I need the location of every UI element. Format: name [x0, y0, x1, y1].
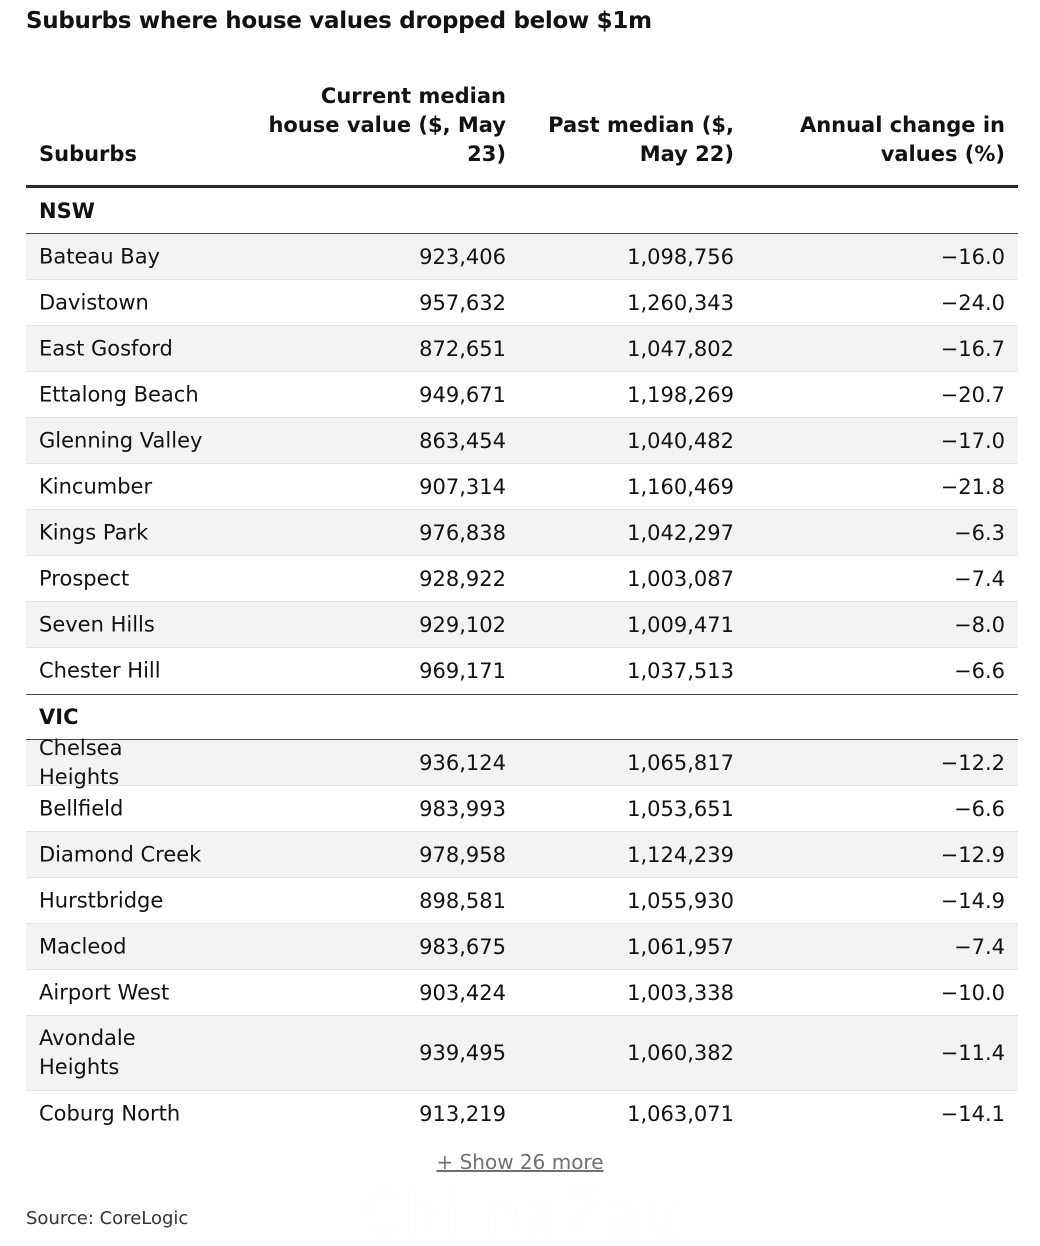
- cell-current: 976,838: [419, 520, 506, 545]
- show-more-link[interactable]: + Show 26 more: [436, 1150, 604, 1174]
- table-row: [26, 418, 1018, 464]
- table-row: [26, 878, 1018, 924]
- cell-past: 1,040,482: [627, 428, 734, 453]
- chart-title: Suburbs where house values dropped below $1m: [26, 8, 652, 34]
- cell-current: 983,675: [419, 934, 506, 959]
- cell-current: 907,314: [419, 474, 506, 499]
- cell-suburb: Chelsea Heights: [39, 735, 123, 789]
- source-note: Source: CoreLogic: [26, 1208, 189, 1229]
- table-row: [26, 280, 1018, 326]
- cell-annual: −12.9: [940, 842, 1005, 867]
- cell-past: 1,055,930: [627, 888, 734, 913]
- cell-suburb: Chester Hill: [39, 658, 161, 683]
- cell-suburb: Hurstbridge: [39, 888, 164, 912]
- cell-past: 1,063,071: [627, 1102, 734, 1126]
- table-row: [26, 510, 1018, 556]
- cell-past: 1,198,269: [627, 382, 734, 407]
- cell-suburb: Kings Park: [39, 520, 149, 544]
- table-row: [26, 1091, 1018, 1137]
- cell-annual: −21.8: [940, 474, 1005, 499]
- cell-past: 1,065,817: [627, 750, 734, 775]
- cell-current: 983,993: [419, 796, 506, 821]
- cell-current: 872,651: [419, 336, 506, 361]
- cell-suburb: Glenning Valley: [39, 428, 203, 452]
- cell-annual: −24.0: [940, 290, 1005, 315]
- cell-past: 1,260,343: [627, 290, 734, 315]
- cell-annual: −6.3: [954, 520, 1005, 545]
- cell-past: 1,061,957: [627, 934, 734, 959]
- cell-suburb: Diamond Creek: [39, 842, 202, 866]
- cell-suburb: Coburg North: [39, 1101, 181, 1126]
- cell-past: 1,047,802: [627, 336, 734, 361]
- cell-annual: −12.2: [940, 750, 1005, 775]
- table-row: [26, 832, 1018, 878]
- cell-current: 898,581: [419, 888, 506, 913]
- cell-past: 1,053,651: [627, 796, 734, 821]
- cell-suburb: Prospect: [39, 566, 130, 590]
- data-table: [26, 86, 1018, 1137]
- table-header: [26, 86, 1018, 188]
- cell-suburb: Macleod: [39, 934, 127, 958]
- cell-annual: −16.7: [940, 336, 1005, 361]
- header-current-median[interactable]: Current median house value ($, May 23): [268, 84, 506, 166]
- table-row: [26, 648, 1018, 694]
- table-row: [26, 970, 1018, 1016]
- cell-past: 1,098,756: [627, 244, 734, 269]
- cell-current: 928,922: [419, 566, 506, 591]
- header-past-median[interactable]: Past median ($, May 22): [548, 113, 734, 166]
- cell-past: 1,003,087: [627, 566, 734, 591]
- cell-annual: −7.4: [954, 934, 1005, 959]
- cell-suburb: Seven Hills: [39, 612, 155, 636]
- cell-annual: −11.4: [940, 1041, 1005, 1065]
- cell-past: 1,037,513: [627, 659, 734, 683]
- cell-suburb: Avondale Heights: [39, 1026, 136, 1079]
- cell-current: 913,219: [419, 1102, 506, 1126]
- table-row: [26, 234, 1018, 280]
- cell-annual: −16.0: [940, 244, 1005, 269]
- cell-past: 1,124,239: [627, 842, 734, 867]
- cell-past: 1,009,471: [627, 612, 734, 637]
- cell-annual: −6.6: [954, 796, 1005, 821]
- cell-current: 936,124: [419, 750, 506, 775]
- table-row: [26, 326, 1018, 372]
- cell-current: 939,495: [419, 1041, 506, 1065]
- table-row: [26, 556, 1018, 602]
- cell-suburb: Bellfield: [39, 796, 124, 820]
- header-suburbs[interactable]: Suburbs: [39, 142, 137, 166]
- watermark-logo: Chi naZau: [360, 1180, 685, 1246]
- table-row: [26, 372, 1018, 418]
- cell-current: 923,406: [419, 244, 506, 269]
- cell-suburb: Bateau Bay: [39, 244, 160, 268]
- table-row: [26, 924, 1018, 970]
- cell-current: 969,171: [419, 659, 506, 683]
- group-row-nsw: NSW: [26, 188, 1018, 234]
- table-row: [26, 786, 1018, 832]
- cell-annual: −10.0: [940, 980, 1005, 1005]
- cell-suburb: Airport West: [39, 980, 170, 1004]
- cell-suburb: East Gosford: [39, 336, 173, 360]
- group-row-vic: VIC: [26, 694, 1018, 740]
- table-row: [26, 735, 1018, 789]
- cell-annual: −20.7: [940, 382, 1005, 407]
- cell-past: 1,060,382: [627, 1041, 734, 1065]
- cell-annual: −14.9: [940, 888, 1005, 913]
- cell-annual: −7.4: [954, 566, 1005, 591]
- cell-current: 957,632: [419, 290, 506, 315]
- cell-current: 949,671: [419, 382, 506, 407]
- cell-past: 1,160,469: [627, 474, 734, 499]
- table-row: [26, 1016, 1018, 1091]
- cell-current: 978,958: [419, 842, 506, 867]
- table-row: [26, 602, 1018, 648]
- cell-current: 863,454: [419, 428, 506, 453]
- header-annual-change[interactable]: Annual change in values (%): [799, 113, 1005, 166]
- cell-annual: −6.6: [954, 659, 1005, 683]
- cell-past: 1,003,338: [627, 980, 734, 1005]
- cell-annual: −17.0: [940, 428, 1005, 453]
- cell-current: 929,102: [419, 612, 506, 637]
- cell-annual: −8.0: [954, 612, 1005, 637]
- table-row: [26, 464, 1018, 510]
- table-body: [26, 188, 1018, 1137]
- cell-annual: −14.1: [940, 1102, 1005, 1126]
- cell-current: 903,424: [419, 980, 506, 1005]
- cell-past: 1,042,297: [627, 520, 734, 545]
- cell-suburb: Ettalong Beach: [39, 382, 199, 406]
- cell-suburb: Davistown: [39, 290, 149, 314]
- cell-suburb: Kincumber: [39, 474, 153, 498]
